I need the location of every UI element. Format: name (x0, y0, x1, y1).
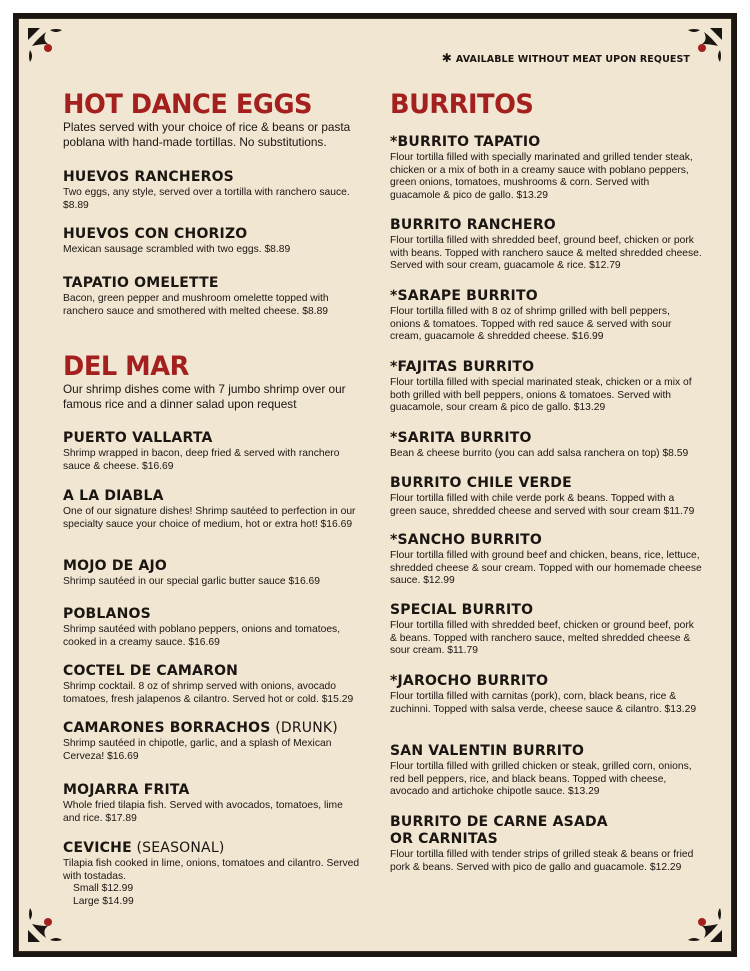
item-description: Whole fried tilapia fish. Served with avocados, tomatoes, lime and rice. $17.89 (63, 800, 343, 824)
item-name: TAPATIO OMELETTE (63, 275, 219, 291)
item-name: BURRITO DE CARNE ASADA (390, 814, 608, 830)
item-name: HUEVOS CON CHORIZO (63, 226, 248, 242)
item-description: Flour tortilla filled with carnitas (pork), corn, black beans, rice & zuchinni. Topped with salsa verde, cheese sauce & cilantro. $13.29 (390, 691, 697, 715)
item-name: *SARAPE BURRITO (390, 288, 538, 304)
item-name: BURRITO RANCHERO (390, 217, 556, 233)
menu-item (390, 532, 702, 588)
menu-item (63, 488, 361, 531)
menu-item (63, 430, 361, 473)
section-intro-delmar: Our shrimp dishes come with 7 jumbo shrimp over our famous rice and a dinner salad upon request (63, 382, 346, 411)
item-description: Flour tortilla filled with ground beef and chicken, beans, rice, lettuce, shredded cheese & sour cream. Topped with our homemade cheese sauce. $12.99 (390, 550, 702, 587)
corner-ornament-icon (26, 26, 64, 64)
menu-item (390, 673, 702, 716)
menu-item (63, 275, 361, 318)
item-description: Mexican sausage scrambled with two eggs. $8.89 (63, 244, 291, 255)
section-title-delmar: DEL MAR (63, 351, 189, 382)
item-description: Tilapia fish cooked in lime, onions, tomatoes and cilantro. Served with tostadas. (63, 858, 360, 882)
section-intro-eggs: Plates served with your choice of rice & beans or pasta poblana with hand-made tortillas. No substitutions. (63, 120, 351, 149)
menu-item (390, 475, 702, 518)
menu-item (390, 134, 702, 202)
item-name: *SANCHO BURRITO (390, 532, 542, 548)
item-description: Flour tortilla filled with shredded beef, ground beef, chicken or pork with beans. Topped with ranchero sauce & melted shredded cheese. Served with sour cream, guacamole & rice. $12.79 (390, 235, 702, 272)
menu-item (390, 430, 702, 461)
item-name: SAN VALENTIN BURRITO (390, 743, 585, 759)
item-description: Shrimp sautéed in our special garlic butter sauce $16.69 (63, 576, 320, 587)
corner-ornament-icon (26, 906, 64, 944)
menu-item (390, 814, 702, 874)
item-name: MOJARRA FRITA (63, 782, 190, 798)
item-description: Flour tortilla filled with grilled chicken or steak, grilled corn, onions, red bell peppers, rice, and black beans. Topped with cheese, avocado and artichoke chipotle sauce. $13.29 (390, 761, 692, 798)
item-description: Flour tortilla filled with 8 oz of shrimp grilled with bell peppers, onions & tomatoes. Topped with red sauce & served with sour cream, guacamole & shredded cheese. $16.99 (390, 306, 672, 343)
item-description: Shrimp wrapped in bacon, deep fried & served with ranchero sauce & cheese. $16.69 (63, 448, 340, 472)
item-description: Shrimp sautéed in chipotle, garlic, and a splash of Mexican Cerveza! $16.69 (63, 738, 332, 762)
price-large: Large $14.99 (73, 895, 134, 907)
item-description: Shrimp cocktail. 8 oz of shrimp served with onions, avocado tomatoes, fresh jalapenos & cilantro. Served hot or cold. $15.29 (63, 681, 354, 705)
menu-item (390, 359, 702, 415)
menu-item (63, 663, 361, 706)
item-name (63, 840, 361, 857)
item-description: Two eggs, any style, served over a tortilla with ranchero sauce. $8.89 (63, 187, 350, 211)
item-description: Shrimp sautéed with poblano peppers, onions and tomatoes, cooked in a creamy sauce. $16.69 (63, 624, 341, 648)
menu-page (13, 13, 737, 957)
menu-item (390, 743, 702, 799)
item-name: *FAJITAS BURRITO (390, 359, 535, 375)
asterisk-icon: ✱ (441, 51, 452, 65)
menu-item (63, 720, 361, 763)
menu-item (63, 782, 361, 825)
menu-item (63, 840, 361, 908)
item-name: HUEVOS RANCHEROS (63, 169, 234, 185)
item-name: MOJO DE AJO (63, 558, 168, 574)
menu-item (390, 217, 702, 273)
item-name (63, 720, 361, 737)
item-name: BURRITO CHILE VERDE (390, 475, 572, 491)
item-description: Flour tortilla filled with special marinated steak, chicken or a mix of both grilled with bell peppers, onions & tomatoes. Served with guacamole, sour cream & pico de gallo. $13.29 (390, 377, 692, 414)
item-description: One of our signature dishes! Shrimp sautéed to perfection in our specialty sauce your choice of medium, hot or extra hot! $16.69 (63, 506, 356, 530)
item-description: Flour tortilla filled with tender strips of grilled steak & beans or fried pork & beans. Served with pico de gallo and guacamole. $12.29 (390, 849, 694, 873)
corner-ornament-icon (686, 906, 724, 944)
item-name-text: CEVICHE (63, 840, 132, 856)
item-name: POBLANOS (63, 606, 151, 622)
meatless-notice (442, 51, 690, 65)
item-description: Bacon, green pepper and mushroom omelette topped with ranchero sauce and smothered with melted cheese. $8.89 (63, 293, 329, 317)
item-name: A LA DIABLA (63, 488, 164, 504)
item-name-note: (SEASONAL) (131, 840, 225, 856)
price-list (63, 883, 361, 908)
notice-text: AVAILABLE WITHOUT MEAT UPON REQUEST (455, 54, 690, 65)
item-description: Bean & cheese burrito (you can add salsa ranchera on top) $8.59 (390, 448, 689, 459)
item-name-line2: OR CARNITAS (390, 831, 498, 847)
menu-item (63, 226, 361, 257)
item-name: *BURRITO TAPATIO (390, 134, 541, 150)
item-description: Flour tortilla filled with chile verde pork & beans. Topped with a green sauce, shredded cheese and served with sour cream $11.79 (390, 493, 695, 517)
item-description: Flour tortilla filled with shredded beef, chicken or ground beef, pork & beans. Topped with ranchero sauce, melted shredded cheese & sour cream. $11.79 (390, 620, 694, 657)
menu-item (63, 558, 361, 589)
item-description: Flour tortilla filled with specially marinated and grilled tender steak, chicken or a mix of both in a creamy sauce with poblano peppers, green onions, tomatoes, mushrooms & corn. Served with guacamole & pico de gallo. $13.29 (390, 152, 693, 201)
price-small: Small $12.99 (73, 883, 134, 895)
item-name-note: (DRUNK) (270, 720, 338, 736)
menu-item (390, 288, 702, 344)
section-title-burritos: BURRITOS (390, 89, 534, 120)
item-name-text: CAMARONES BORRACHOS (63, 720, 271, 736)
item-name: *SARITA BURRITO (390, 430, 532, 446)
menu-item (63, 169, 361, 212)
menu-item (63, 606, 361, 649)
item-name: COCTEL DE CAMARON (63, 663, 239, 679)
menu-item (390, 602, 702, 658)
item-name: SPECIAL BURRITO (390, 602, 534, 618)
item-name: PUERTO VALLARTA (63, 430, 213, 446)
section-title-eggs: HOT DANCE EGGS (63, 89, 313, 120)
item-name: *JAROCHO BURRITO (390, 673, 549, 689)
corner-ornament-icon (686, 26, 724, 64)
